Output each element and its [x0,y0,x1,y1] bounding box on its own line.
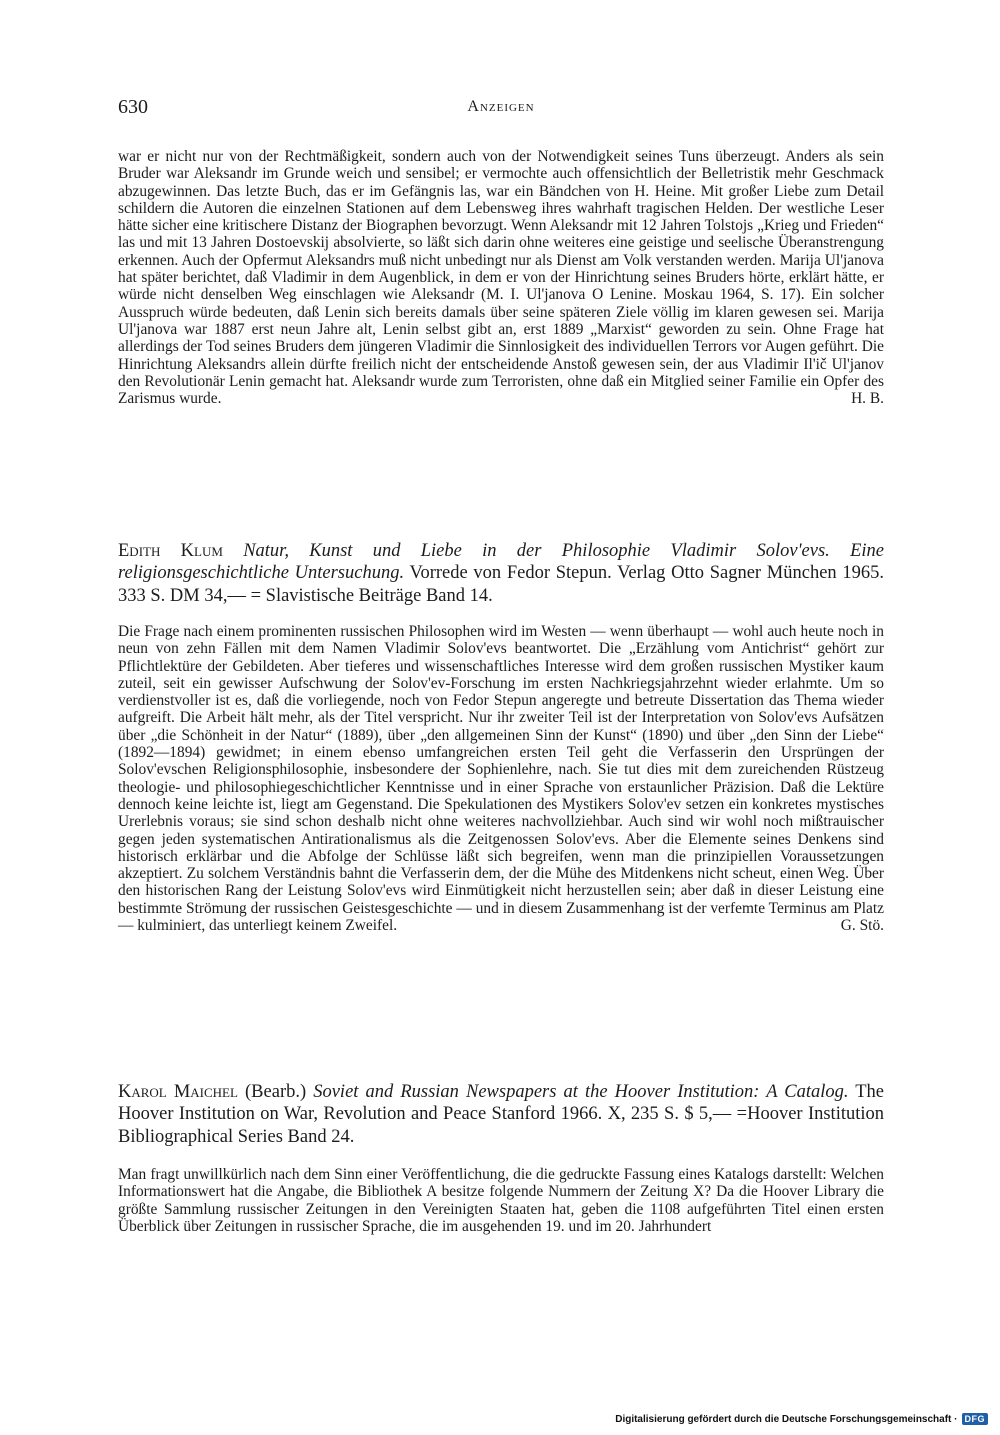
bibliographic-heading [118,540,884,607]
footer-credit: Digitalisierung gefördert durch die Deutsche Forschungsgemeinschaft · [615,1413,958,1425]
review-text: Man fragt unwillkürlich nach dem Sinn einer Veröffentlichung, die die gedruckte Fassung eines Katalogs darstellt: Welchen Informationswert hat die Angabe, die Bibliothek A besitze folgende Nummern der Zeitung X? Da die Hoover Library die größte Sammlung russischer Zeitungen in den Vereinigten Staaten hat, geben die 1108 aufgeführten Titel einen ersten Überblick über Zeitungen in russischer Sprache, die im ausgehenden 19. und im 20. Jahrhundert [118,1166,884,1235]
review-body [118,148,884,407]
entry-publication: The Hoover Institution on War, Revolution and Peace Stanford 1966. X, 235 S. $ 5,— =Hoover Institution Bibliographical Series Band 24. [118,1082,884,1147]
page-header [118,96,884,120]
review-maichel [118,1166,884,1235]
review-klum [118,623,884,934]
review-continuation [118,148,884,407]
book-entry-klum [118,540,884,607]
review-text: Die Frage nach einem prominenten russischen Philosophen wird im Westen — wenn überhaupt — wohl auch heute noch in neun von zehn Fällen mit dem Namen Vladimir Solov'evs beantwortet. Die „Erzählung vom Antichrist“ gehört zur Pflichtlektüre der Gebildeten. Aber tieferes und wissenschaftliches Interesse wird dem großen russischen Mystiker kaum zuteil, seit ein gewisser Aufschwung der Solov'ev-Forschung im ersten Nachkriegsjahrzehnt wieder erlahmte. Um so verdienstvoller ist es, daß die vorliegende, noch von Fedor Stepun angeregte und betreute Dissertation das Thema wieder aufgreift. Die Arbeit hält mehr, als der Titel verspricht. Nur ihr zweiter Teil ist der Interpretation von Solov'evs Aufsätzen über „die Schönheit in der Natur“ (1889), über „den allgemeinen Sinn der Kunst“ (1890) und über „den Sinn der Liebe“ (1892—1894) gewidmet; in einem ebenso umfangreichen ersten Teil geht die Verfasserin den Ursprüngen der Solov'evschen Religionsphilosophie, insbesondere der Sophienlehre, nach. Sie tut dies mit dem zureichenden Rüstzeug theologie- und philosophiegeschichtlicher Kenntnisse und in einer Sprache von erstaunlicher Präzision. Daß die Lektüre dennoch keine leichte ist, liegt am Gegenstand. Die Spekulationen des Mystikers Solov'ev setzen ein konkretes mystisches Urerlebnis voraus; sie sind schon deshalb nicht ohne weiteres nachvollziehbar. Auch sind wir wohl noch mißtrauischer gegen jeden systematischen Antirationalismus als die Zeitgenossen Solov'evs. Aber die Elemente seines Denkens sind historisch erklärbar und die Abfolge der Schlüsse läßt sich begreifen, wenn man die prinzipiellen Voraussetzungen akzeptiert. Zu solchem Verständnis bahnt die Verfasserin dem, der die Mühe des Mitdenkens nicht scheut, einen Weg. Über den historischen Rang der Leistung Solov'evs wird Einmütigkeit nicht herzustellen sein; aber daß in dieser Leistung eine bestimmte Strömung der russischen Geistesgeschichte — und in diesem Zusammenhang ist der verfemte Terminus am Platz — kulminiert, das unterliegt keinem Zweifel. [118,623,884,935]
review-text: war er nicht nur von der Rechtmäßigkeit, sondern auch von der Notwendigkeit seines Tuns überzeugt. Anders als sein Bruder war Aleksandr im Grunde weich und sensibel; er vermochte auch offensichtlich der Belletristik mehr Geschmack abzugewinnen. Das letzte Buch, das er im Gefängnis las, war ein Bändchen von H. Heine. Mit großer Liebe zum Detail schildern die Autoren die einzelnen Stationen auf dem Lebensweg ihres wahrhaft tragischen Helden. Der westliche Leser hätte sicher eine kritischere Distanz der Biographen bevorzugt. Wenn Aleksandr mit 12 Jahren Tolstojs „Krieg und Frieden“ las und mit 13 Jahren Dostoevskij absolvierte, so läßt sich darin ohne weiteres eine geistige und seelische Überanstrengung erkennen. Auch der Opfermut Aleksandrs muß nicht unbedingt nur als Dienst am Volk verstanden werden. Marija Ul'janova hat später berichtet, daß Vladimir in dem Augenblick, in dem er von der Hinrichtung seines Bruders hörte, erklärt hätte, er würde nicht denselben Weg einschlagen wie Aleksandr (M. I. Ul'janova O Lenine. Moskau 1964, S. 17). Ein solcher Ausspruch würde bedeuten, daß Lenin sich bereits damals über seine späteren Ziele völlig im klaren gewesen sei. Marija Ul'janova war 1887 erst neun Jahre alt, Lenin selbst gibt an, erst 1889 „Marxist“ geworden zu sein. Ohne Frage hat allerdings der Tod seines Bruders dem jüngeren Vladimir die Sinnlosigkeit des individuellen Terrors vor Augen geführt. Die Hinrichtung Aleksandrs allein dürfte freilich nicht der entscheidende Anstoß gewesen sein, der aus Vladimir Il'ič Ul'janov den Revolutionär Lenin gemacht hat. Aleksandr wurde zum Terroristen, ohne daß ein Mitglied seiner Familie ein Opfer des Zarismus wurde. [118,148,884,408]
page-number: 630 [118,96,148,118]
review-body [118,623,884,934]
review-body [118,1166,884,1235]
reviewer-signature: H. B. [851,390,884,408]
digitization-footer [615,1413,988,1425]
bibliographic-heading [118,1081,884,1148]
reviewer-signature: G. Stö. [840,917,884,935]
entry-title: Soviet and Russian Newspapers at the Hoover Institution: A Catalog. [313,1082,849,1102]
entry-title: Natur, Kunst und Liebe in der Philosophie Vladimir Solov'evs. Eine religionsgeschichtliche Untersuchung. [118,541,884,584]
entry-role: (Bearb.) [245,1082,307,1102]
entry-publication: Vorrede von Fedor Stepun. Verlag Otto Sagner München 1965. 333 S. DM 34,— = Slavistische Beiträge Band 14. [118,563,885,606]
entry-author: Karol Maichel [118,1082,238,1102]
entry-author: Edith Klum [118,541,223,561]
book-entry-maichel [118,1081,884,1148]
running-title: Anzeigen [467,98,535,115]
dfg-logo: DFG [962,1413,989,1425]
